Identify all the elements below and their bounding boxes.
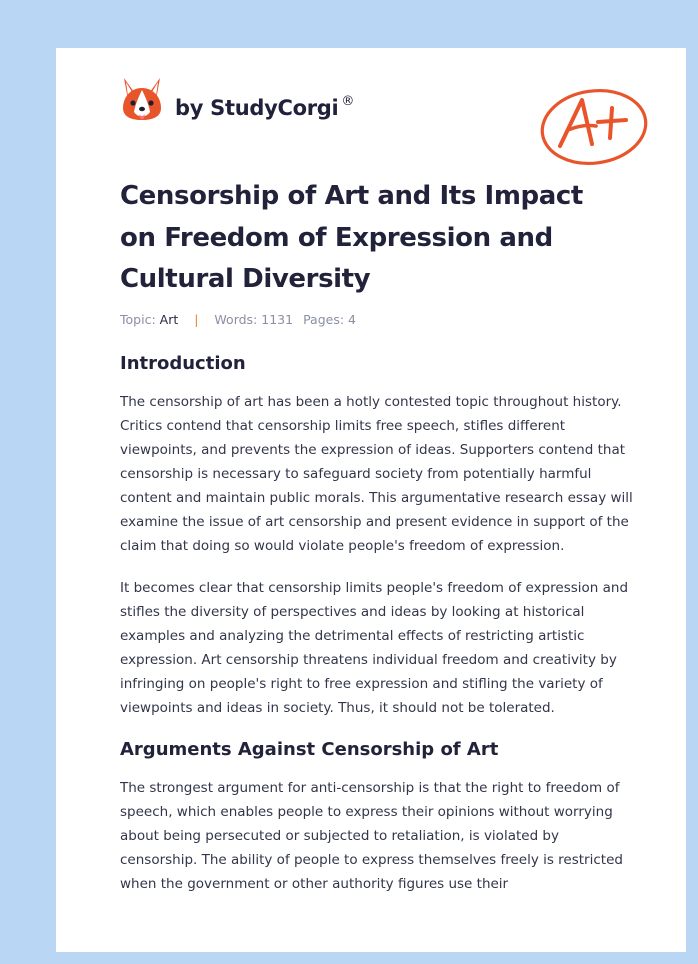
paragraph: The strongest argument for anti-censorship is that the right to freedom of speech, which enables people to express their opinions without worrying about being persecuted or subjected to retaliation, is violated by censorship. The ability of people to express themselves freely is restricted when the government or other authority figures use their (120, 780, 623, 892)
header (120, 76, 650, 146)
essay-meta (120, 312, 356, 327)
words-label: Words: (214, 312, 258, 327)
pages-label: Pages: (303, 312, 345, 327)
paragraph: The censorship of art has been a hotly contested topic throughout history. Critics contend that censorship limits free speech, stifles different viewpoints, and prevents the expression of ideas. Supporters contend that censorship is necessary to safeguard society from potentially harmful content and maintain public morals. This argumentative research essay will examine the issue of art censorship and present evidence in support of the claim that doing so would violate people's freedom of expression. (120, 394, 633, 554)
essay-body (120, 352, 640, 896)
corgi-logo-icon (120, 76, 164, 122)
a-plus-grade-icon (538, 86, 650, 168)
words-value: 1131 (261, 312, 294, 327)
topic-value[interactable]: Art (159, 312, 179, 327)
section-heading-arguments: Arguments Against Censorship of Art (120, 739, 499, 760)
registered-mark: ® (341, 94, 355, 109)
topic-label: Topic: (120, 312, 156, 327)
meta-separator: | (194, 312, 199, 327)
essay-page (56, 48, 686, 952)
section-heading-introduction: Introduction (120, 353, 246, 374)
essay-title: Censorship of Art and Its Impact on Freedom of Expression and Cultural Diversity (120, 181, 583, 294)
brand-name (175, 96, 354, 120)
paragraph: It becomes clear that censorship limits people's freedom of expression and stifles the diversity of perspectives and ideas by looking at historical examples and analyzing the detrimental effects of restricting artistic expression. Art censorship threatens individual freedom and creativity by infringing on people's right to free expression and stifling the variety of viewpoints and ideas in society. Thus, it should not be tolerated. (120, 580, 629, 716)
pages-value: 4 (348, 312, 356, 327)
brand-text: by StudyCorgi (175, 96, 339, 120)
